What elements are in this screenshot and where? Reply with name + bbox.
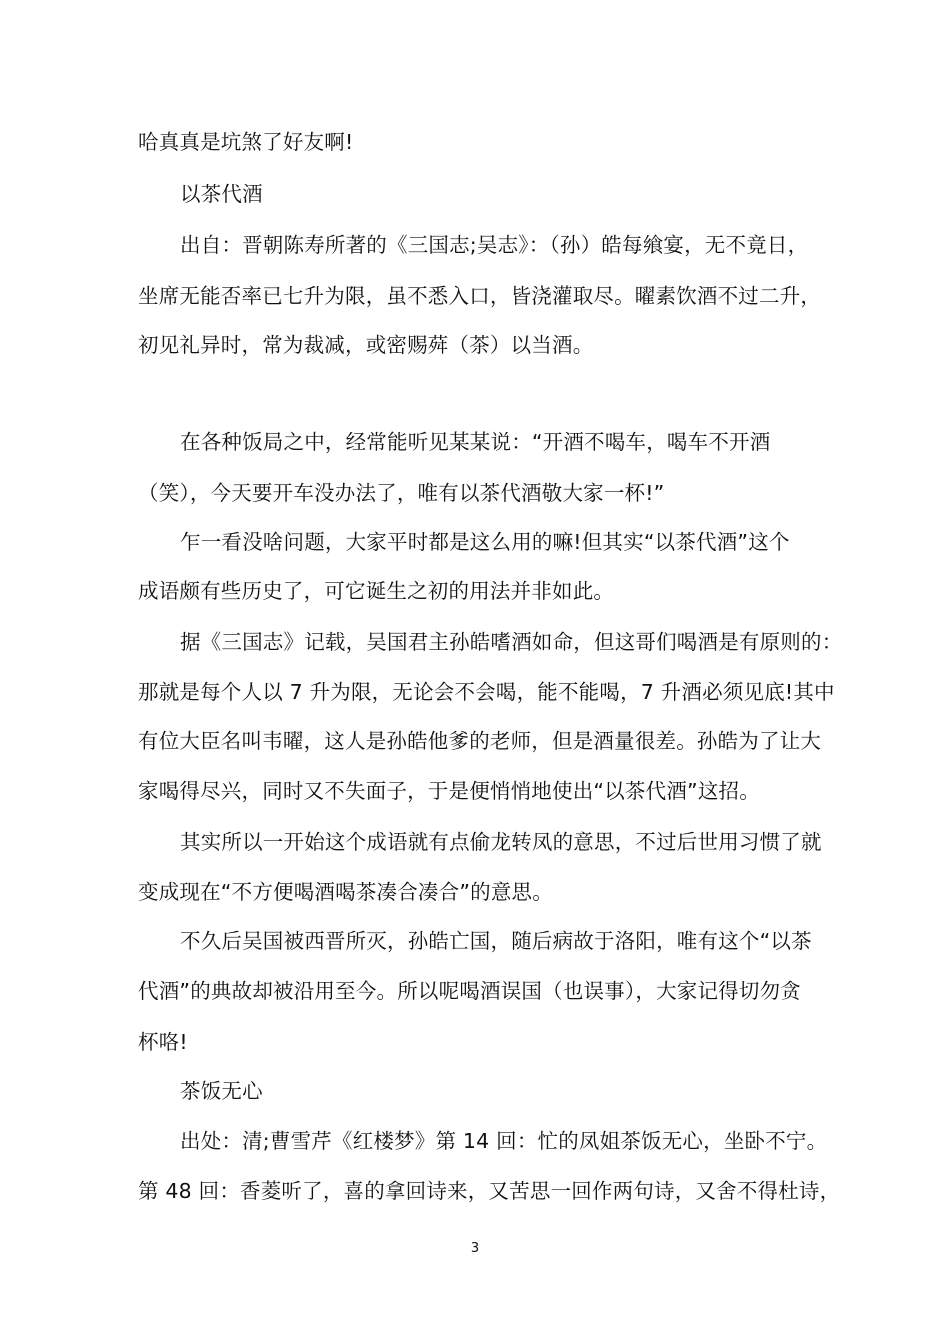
text-line: 不久后吴国被西晋所灭，孙皓亡国，随后病故于洛阳，唯有这个“以茶 [180, 929, 812, 953]
text-line: 第 48 回：香菱听了，喜的拿回诗来，又苦思一回作两句诗，又舍不得杜诗， [138, 1179, 841, 1203]
text-line: 变成现在“不方便喝酒喝茶凑合凑合”的意思。 [138, 880, 553, 904]
text-line: 出自：晋朝陈寿所著的《三国志;吴志》：（孙）皓每飨宴，无不竟日， [180, 233, 809, 257]
text-line: 那就是每个人以 7 升为限，无论会不会喝，能不能喝，7 升酒必须见底!其中 [138, 680, 835, 704]
text-line: 哈真真是坑煞了好友啊! [138, 130, 354, 154]
section-heading: 以茶代酒 [180, 182, 263, 206]
text-line: 成语颇有些历史了，可它诞生之初的用法并非如此。 [138, 579, 615, 603]
text-line: 有位大臣名叫韦曜，这人是孙皓他爹的老师，但是酒量很差。孙皓为了让大 [138, 729, 822, 753]
text-line: 杯咯! [138, 1030, 188, 1054]
section-heading: 茶饭无心 [180, 1079, 263, 1103]
text-line: 代酒”的典故却被沿用至今。所以呢喝酒误国（也误事），大家记得切勿贪 [138, 979, 801, 1003]
text-line: 家喝得尽兴，同时又不失面子，于是便悄悄地使出“以茶代酒”这招。 [138, 779, 760, 803]
text-line: 在各种饭局之中，经常能听见某某说：“开酒不喝车，喝车不开酒 [180, 430, 771, 454]
text-line: 其实所以一开始这个成语就有点偷龙转凤的意思，不过后世用习惯了就 [180, 830, 822, 854]
text-line: 据《三国志》记载，吴国君主孙皓嗜酒如命，但这哥们喝酒是有原则的： [180, 630, 843, 654]
text-line: 出处：清;曹雪芹《红楼梦》第 14 回：忙的凤姐茶饭无心，坐卧不宁。 [180, 1129, 828, 1153]
text-line: 乍一看没啥问题，大家平时都是这么用的嘛!但其实“以茶代酒”这个 [180, 530, 790, 554]
page-number: 3 [470, 1241, 480, 1256]
text-line: 初见礼异时，常为裁减，或密赐荈（茶）以当酒。 [138, 333, 594, 357]
text-line: （笑），今天要开车没办法了，唯有以茶代酒敬大家一杯!” [138, 481, 665, 505]
text-line: 坐席无能否率已七升为限，虽不悉入口，皆浇灌取尽。曜素饮酒不过二升， [138, 284, 822, 308]
